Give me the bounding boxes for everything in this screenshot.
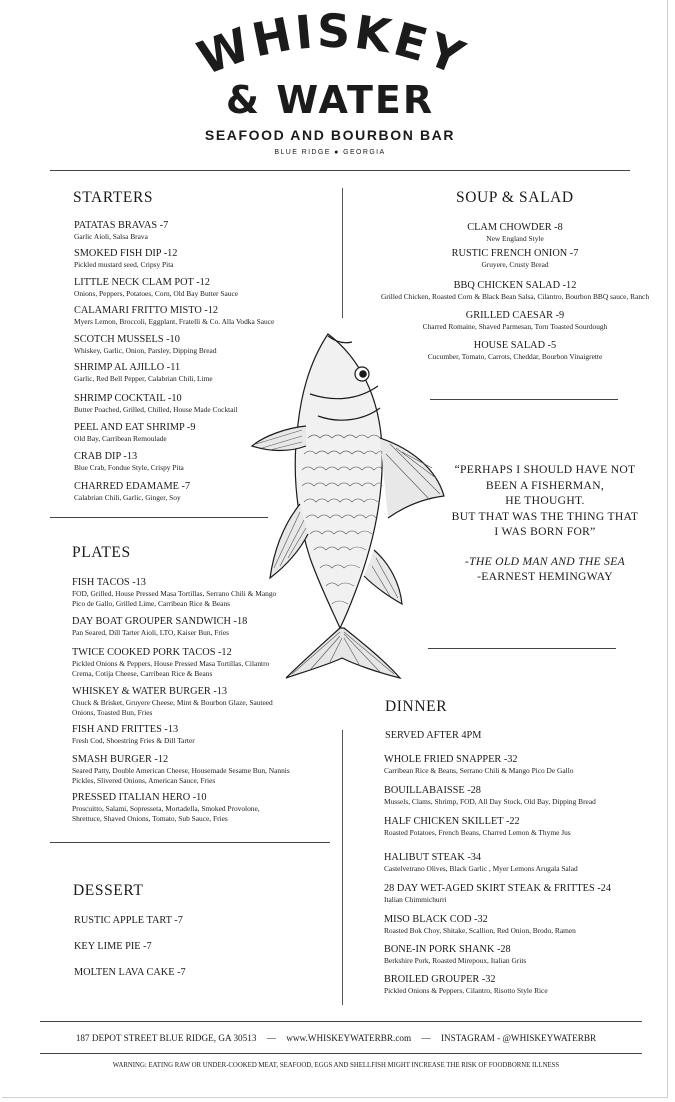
starter-item-desc: Myers Lemon, Broccoli, Eggplant, Fratelli & Co. Alla Vodka Sauce: [74, 317, 275, 326]
dinner-item-name: HALIBUT STEAK -34: [384, 852, 482, 863]
logo-line2: & WATER: [225, 78, 435, 122]
soup-salad-rule: [430, 399, 618, 400]
dinner-item: [384, 882, 654, 905]
soup-salad-item-name: RUSTIC FRENCH ONION -7: [451, 248, 579, 259]
dessert-heading: DESSERT: [73, 882, 144, 899]
plate-item: [72, 576, 290, 608]
plate-item-name: FISH TACOS -13: [72, 577, 146, 588]
starter-item-desc: Pickled mustard seed, Cripsy Pita: [74, 260, 174, 269]
dinner-item-name: BONE-IN PORK SHANK -28: [384, 944, 511, 955]
starter-item-name: CRAB DIP -13: [74, 451, 138, 462]
dinner-heading: DINNER: [385, 698, 448, 715]
plates-heading: PLATES: [72, 544, 131, 561]
starter-item-name: SCOTCH MUSSELS -10: [74, 334, 180, 345]
starter-item-desc: Calabrian Chili, Garlic, Ginger, Soy: [74, 493, 181, 502]
soup-salad-item: [355, 247, 675, 270]
dinner-item-desc: Italian Chimmichurri: [384, 895, 447, 904]
starter-item-desc: Butter Poached, Grilled, Chilled, House Made Cocktail: [74, 405, 238, 414]
starter-item-name: CHARRED EDAMAME -7: [74, 481, 191, 492]
starter-item-desc: Garlic Aioli, Salsa Brava: [74, 232, 148, 241]
starter-item-desc: Garlic, Red Bell Pepper, Calabrian Chili, Lime: [74, 374, 213, 383]
footer-instagram-link[interactable]: INSTAGRAM - @WHISKEYWATERBR: [440, 1033, 597, 1043]
starter-item: [74, 361, 314, 384]
plates-rule: [50, 842, 330, 843]
plate-item-name: FISH AND FRITTES -13: [72, 724, 179, 735]
dinner-item-name: BOUILLABAISSE -28: [384, 785, 481, 796]
dinner-item-name: WHOLE FRIED SNAPPER -32: [384, 754, 518, 765]
dinner-item-name: 28 DAY WET-AGED SKIRT STEAK & FRITTES -24: [384, 883, 611, 894]
starter-item: [74, 421, 314, 444]
dinner-item-desc: Mussels, Clams, Shrimp, FOD, All Day Stock, Old Bay, Dipping Bread: [384, 797, 596, 806]
starter-item-name: SMOKED FISH DIP -12: [74, 248, 178, 259]
plate-item-desc: Fresh Cod, Shoestring Fries & Dill Tarter: [72, 736, 195, 745]
plate-item: [72, 791, 290, 823]
footer-rule-bottom: [40, 1053, 642, 1054]
footer-rule-top: [40, 1021, 642, 1022]
dessert-item-name: KEY LIME PIE -7: [74, 941, 152, 952]
dessert-item: [74, 914, 274, 927]
dinner-item-desc: Roasted Potatoes, French Beans, Charred Lemon & Thyme Jus: [384, 828, 571, 837]
starter-item: [74, 450, 314, 473]
dinner-item-desc: Castelvetrano Olives, Black Garlic , Myer Lemons Arugala Salad: [384, 864, 578, 873]
starters-heading: STARTERS: [73, 189, 154, 206]
dinner-item-desc: Berkshire Pork, Roasted Mirepoux, Italian Grits: [384, 956, 527, 965]
footer-separator: —: [266, 1033, 276, 1043]
plate-item-name: WHISKEY & WATER BURGER -13: [72, 686, 228, 697]
hemingway-quote: [440, 462, 650, 585]
plate-item-name: DAY BOAT GROUPER SANDWICH -18: [72, 616, 248, 627]
plate-item-desc: Seared Patty, Double American Cheese, Housemade Sesame Bun, Nannis Pickles, Slivered Onions, American Sauce, Fries: [72, 766, 290, 785]
dessert-item: [74, 966, 274, 979]
soup-salad-item-name: GRILLED CAESAR -9: [465, 310, 565, 321]
plate-item-name: PRESSED ITALIAN HERO -10: [72, 792, 207, 803]
soup-salad-item: [355, 221, 675, 244]
dinner-item-name: HALF CHICKEN SKILLET -22: [384, 816, 520, 827]
soup-salad-item-name: BBQ CHICKEN SALAD -12: [453, 280, 577, 291]
starter-item: [74, 392, 314, 415]
soup-salad-item: [355, 339, 675, 362]
starter-item-desc: Blue Crab, Fondue Style, Crispy Pita: [74, 463, 184, 472]
dessert-item-name: RUSTIC APPLE TART -7: [74, 915, 183, 926]
dinner-item-name: MISO BLACK COD -32: [384, 914, 488, 925]
starter-item-desc: Old Bay, Carribean Remoulade: [74, 434, 167, 443]
plate-item: [72, 685, 290, 717]
dinner-item: [384, 851, 654, 874]
food-warning: WARNING: EATING RAW OR UNDER-COOKED MEAT, SEAFOOD, EGGS AND SHELLFISH MIGHT INCREASE THE RISK OF FOODBORNE ILLNESS: [112, 1062, 560, 1069]
starter-item-desc: Onions, Peppers, Potatoes, Corn, Old Bay Butter Sauce: [74, 289, 239, 298]
starter-item: [74, 247, 314, 270]
dinner-item-desc: Pickled Onions & Peppers, Cilantro, Risotto Style Rice: [384, 986, 548, 995]
tagline: SEAFOOD AND BOURBON BAR: [204, 127, 456, 143]
starter-item: [74, 219, 314, 242]
svg-text:WHISKEY: [190, 10, 474, 86]
dessert-item: [74, 940, 274, 953]
footer-contact: [0, 1033, 672, 1043]
quote-author: -EARNEST HEMINGWAY: [477, 570, 613, 583]
center-divider-top: [342, 188, 343, 318]
plate-item-desc: Pickled Onions & Peppers, House Pressed Masa Tortillas, Cilantro Crema, Cotija Cheese, Carribean Rice & Beans: [72, 659, 270, 678]
soup-salad-item-desc: Gruyere, Crusty Bread: [481, 260, 549, 269]
footer-website-link[interactable]: www.WHISKEYWATERBR.com: [286, 1033, 412, 1043]
plate-item-desc: Proscuitto, Salami, Sopresseta, Mortadella, Smoked Provolone, Shrettuce, Shaved Onions, Tomato, Sub Sauce, Fries: [72, 804, 260, 823]
center-divider-bottom: [342, 730, 343, 1005]
dessert-item-name: MOLTEN LAVA CAKE -7: [74, 967, 186, 978]
soup-salad-item-name: HOUSE SALAD -5: [473, 340, 557, 351]
dinner-item-desc: Carribean Rice & Beans, Serrano Chili & Mango Pico De Gallo: [384, 766, 574, 775]
quote-source: -THE OLD MAN AND THE SEA: [465, 554, 625, 568]
logo-line1: WHISKEY: [190, 10, 475, 86]
plate-item-desc: Chuck & Brisket, Gruyere Cheese, Mint & Bourbon Glaze, Sauteed Onions, Toasted Bun, Fries: [72, 698, 273, 717]
plate-item-desc: FOD, Grilled, House Pressed Masa Tortillas, Serrano Chili & Mango Pico de Gallo, Grilled Lime, Carribean Rice & Beans: [72, 589, 277, 608]
starter-item: [74, 333, 314, 356]
dinner-served-note: SERVED AFTER 4PM: [385, 730, 482, 741]
soup-salad-item-desc: Charred Romaine, Shaved Parmesan, Torn Toasted Sourdough: [422, 322, 608, 331]
plate-item: [72, 753, 290, 785]
quote-text: “PERHAPS I SHOULD HAVE NOT BEEN A FISHERMAN, HE THOUGHT. BUT THAT WAS THE THING THAT I WAS BORN FOR”: [451, 463, 639, 538]
starter-item-name: SHRIMP AL AJILLO -11: [74, 362, 181, 373]
starter-item-name: PEEL AND EAT SHRIMP -9: [74, 422, 196, 433]
starter-item: [74, 304, 314, 327]
plate-item-name: TWICE COOKED PORK TACOS -12: [72, 647, 232, 658]
starter-item-name: CALAMARI FRITTO MISTO -12: [74, 305, 219, 316]
plate-item-desc: Pan Seared, Dill Tarter Aioli, LTO, Kaiser Bun, Fries: [72, 628, 229, 637]
starter-item: [74, 480, 314, 503]
starter-item-name: PATATAS BRAVAS -7: [74, 220, 169, 231]
dinner-item: [384, 943, 654, 966]
soup-salad-item-name: CLAM CHOWDER -8: [467, 222, 563, 233]
starter-item-desc: Whiskey, Garlic, Onion, Parsley, Dipping Bread: [74, 346, 217, 355]
soup-salad-item: [355, 309, 675, 332]
plate-item: [72, 646, 290, 678]
soup-salad-heading: SOUP & SALAD: [456, 189, 574, 206]
whiskey-water-logo: [180, 10, 480, 130]
starter-item: [74, 276, 314, 299]
footer-address: 187 DEPOT STREET BLUE RIDGE, GA 30513: [75, 1033, 257, 1043]
plate-item: [72, 615, 290, 638]
soup-salad-item-desc: Grilled Chicken, Roasted Corn & Black Bean Salsa, Cilantro, Bourbon BBQ sauce, Ranch: [380, 292, 650, 301]
soup-salad-item-desc: New England Style: [486, 234, 544, 243]
header-rule: [50, 170, 630, 171]
dinner-item-name: BROILED GROUPER -32: [384, 974, 496, 985]
quote-rule: [428, 648, 616, 649]
dinner-item: [384, 753, 654, 776]
soup-salad-item: [355, 279, 675, 302]
dinner-item: [384, 784, 654, 807]
footer-separator: —: [421, 1033, 431, 1043]
starter-item-name: SHRIMP COCKTAIL -10: [74, 393, 182, 404]
plate-item: [72, 723, 290, 746]
starter-item-name: LITTLE NECK CLAM POT -12: [74, 277, 210, 288]
starters-rule: [50, 517, 268, 518]
dinner-item-desc: Roasted Bok Choy, Shitake, Scallion, Red Onion, Brodo, Ramen: [384, 926, 576, 935]
dinner-item: [384, 913, 654, 936]
dinner-item: [384, 815, 654, 838]
soup-salad-item-desc: Cucumber, Tomato, Carrots, Cheddar, Bourbon Vinaigrette: [427, 352, 603, 361]
plate-item-name: SMASH BURGER -12: [72, 754, 169, 765]
dinner-item: [384, 973, 654, 996]
location: BLUE RIDGE ● GEORGIA: [274, 149, 386, 156]
